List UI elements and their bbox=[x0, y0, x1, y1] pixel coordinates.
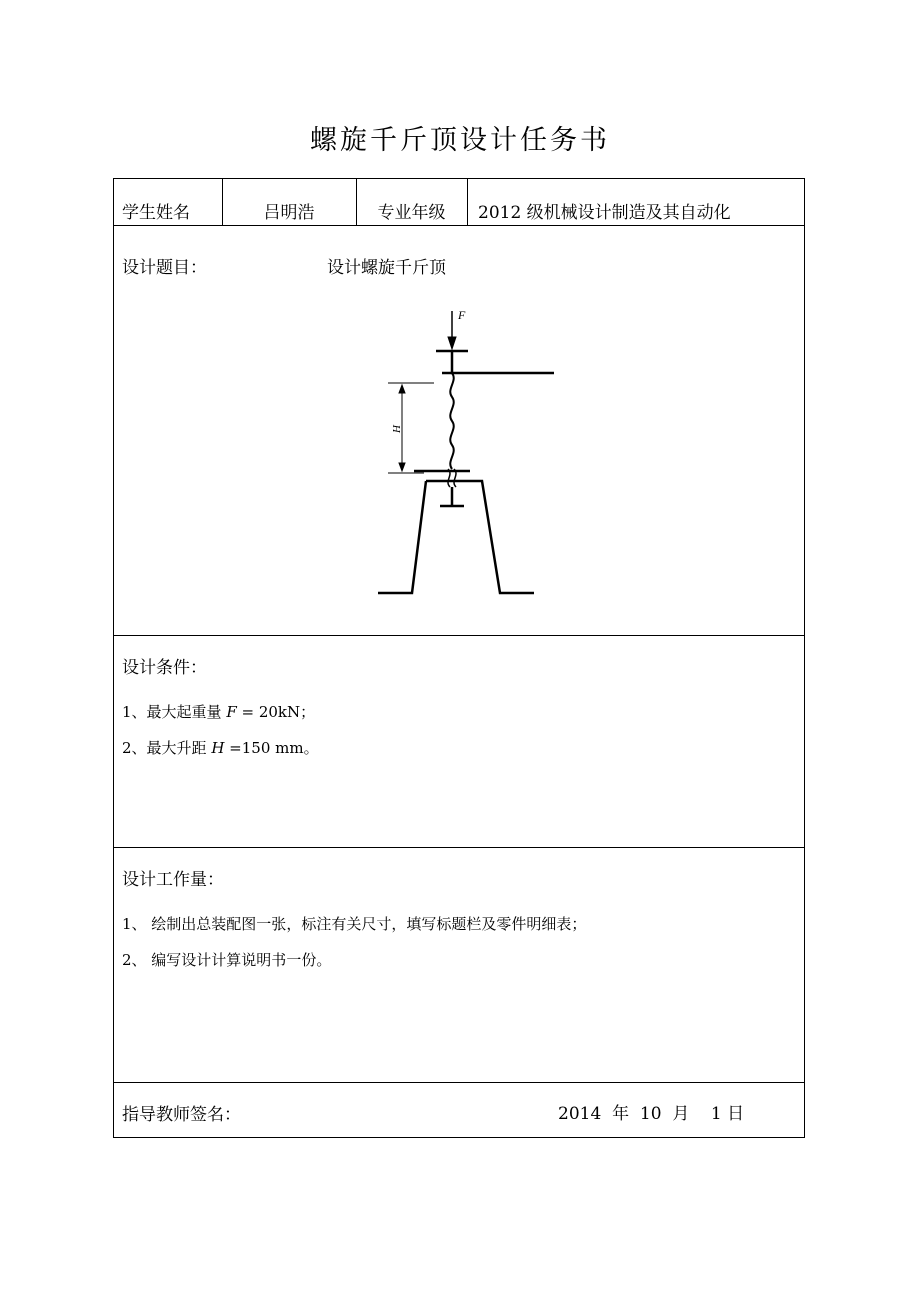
screw-jack-diagram bbox=[364, 301, 564, 601]
row-divider bbox=[114, 225, 804, 226]
page-title: 螺旋千斤顶设计任务书 bbox=[310, 125, 610, 156]
condition-item-1: 1、最大起重量 F = 20kN； bbox=[122, 703, 316, 721]
major-label: 专业年级 bbox=[377, 203, 446, 223]
signature-label: 指导教师签名： bbox=[122, 1105, 241, 1125]
workload-item-2: 2、 编写设计计算说明书一份。 bbox=[122, 951, 332, 969]
column-divider bbox=[467, 179, 468, 225]
workload-label: 设计工作量： bbox=[122, 870, 224, 890]
force-label: F bbox=[458, 308, 466, 322]
topic-label: 设计题目： bbox=[122, 258, 207, 278]
height-label: H bbox=[391, 425, 403, 433]
student-name-label: 学生姓名 bbox=[122, 203, 190, 223]
topic-value: 设计螺旋千斤顶 bbox=[327, 258, 446, 278]
row-divider bbox=[114, 1082, 804, 1083]
row-divider bbox=[114, 847, 804, 848]
signature-date: 2014 年 10 月 1 日 bbox=[558, 1104, 745, 1124]
task-form-table bbox=[113, 178, 805, 1138]
student-name-value: 吕明浩 bbox=[263, 203, 315, 223]
major-value: 2012 级机械设计制造及其自动化 bbox=[478, 203, 731, 223]
workload-item-1: 1、 绘制出总装配图一张，标注有关尺寸，填写标题栏及零件明细表； bbox=[122, 915, 587, 933]
conditions-label: 设计条件： bbox=[122, 658, 207, 678]
condition-item-2: 2、最大升距 H =150 mm。 bbox=[122, 739, 319, 757]
row-divider bbox=[114, 635, 804, 636]
